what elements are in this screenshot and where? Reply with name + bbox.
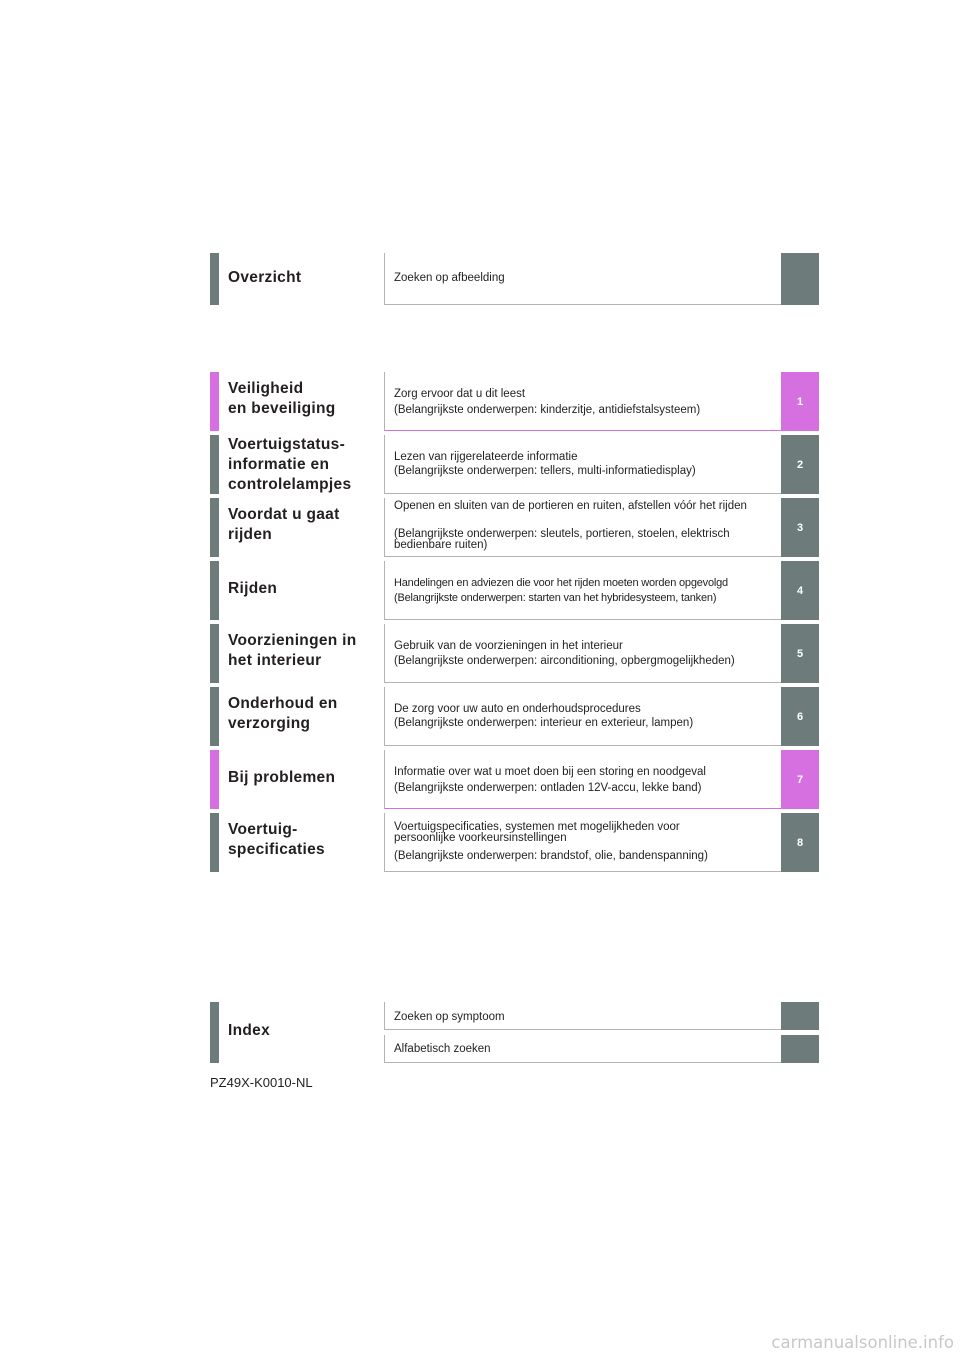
index-item-label: Zoeken op symptoom xyxy=(394,1011,505,1023)
chapter-description xyxy=(384,813,781,872)
description-line: Lezen van rijgerelateerde informatie xyxy=(394,451,578,463)
chapter-row-8[interactable] xyxy=(210,813,819,872)
section-bar xyxy=(210,435,219,494)
chapter-title-line: informatie en xyxy=(228,456,330,473)
chapter-description xyxy=(384,498,781,557)
chapter-title-line: Bij problemen xyxy=(228,769,336,786)
description-line: Gebruik van de voorzieningen in het interieur xyxy=(394,640,623,652)
chapter-tab[interactable]: 8 xyxy=(781,813,819,872)
chapter-title-line: verzorging xyxy=(228,715,311,732)
chapter-row-4[interactable] xyxy=(210,561,819,620)
section-bar xyxy=(210,687,219,746)
chapter-description xyxy=(384,624,781,683)
section-description xyxy=(384,253,781,305)
chapter-description xyxy=(384,435,781,494)
description-topics: (Belangrijkste onderwerpen: sleutels, portieren, stoelen, elektrisch bedienbare ruiten) xyxy=(394,528,730,551)
chapter-tab[interactable]: 1 xyxy=(781,372,819,431)
chapter-title xyxy=(228,379,378,419)
chapter-description xyxy=(384,687,781,746)
section-title: Overzicht xyxy=(228,269,302,286)
section-title: Index xyxy=(228,1022,270,1039)
chapter-title-line: Onderhoud en xyxy=(228,695,338,712)
index-row xyxy=(210,1002,819,1063)
description-topics: (Belangrijkste onderwerpen: kinderzitje, antidiefstalsysteem) xyxy=(394,404,701,416)
chapter-tab[interactable]: 7 xyxy=(781,750,819,809)
index-item-symptom[interactable] xyxy=(384,1002,781,1030)
chapter-description xyxy=(384,561,781,620)
description-topics: (Belangrijkste onderwerpen: airconditioning, opbergmogelijkheden) xyxy=(394,655,735,667)
chapter-title xyxy=(228,631,378,671)
chapter-title-line: controlelampjes xyxy=(228,476,352,493)
chapter-title-line: en beveiliging xyxy=(228,400,336,417)
description-line: Zoeken op afbeelding xyxy=(394,272,505,284)
description-topics: (Belangrijkste onderwerpen: starten van het hybridesysteem, tanken) xyxy=(394,592,717,604)
overview-row[interactable] xyxy=(210,253,819,305)
section-bar xyxy=(210,561,219,620)
description-line: Openen en sluiten van de portieren en ruiten, afstellen vóór het rijden xyxy=(394,500,747,512)
section-tab[interactable] xyxy=(781,253,819,305)
description-topics: (Belangrijkste onderwerpen: tellers, multi-informatiedisplay) xyxy=(394,465,696,477)
index-item-label: Alfabetisch zoeken xyxy=(394,1043,491,1055)
section-bar xyxy=(210,372,219,431)
index-tab-alphabetical[interactable] xyxy=(781,1035,819,1063)
chapter-title xyxy=(228,435,378,495)
chapter-title-line: Rijden xyxy=(228,580,278,597)
section-bar xyxy=(210,750,219,809)
chapter-row-2[interactable] xyxy=(210,435,819,494)
document-code: PZ49X-K0010-NL xyxy=(210,1075,313,1090)
chapter-title-line: specificaties xyxy=(228,841,325,858)
section-bar xyxy=(210,253,219,305)
chapter-tab[interactable]: 5 xyxy=(781,624,819,683)
description-topics: (Belangrijkste onderwerpen: ontladen 12V-accu, lekke band) xyxy=(394,782,702,794)
chapter-row-1[interactable] xyxy=(210,372,819,431)
chapter-tab[interactable]: 3 xyxy=(781,498,819,557)
chapter-title xyxy=(228,694,378,734)
description-line: Voertuigspecificaties, systemen met mogelijkheden voor persoonlijke voorkeursinstellingen xyxy=(394,821,680,844)
chapter-description xyxy=(384,750,781,809)
chapter-description xyxy=(384,372,781,431)
description-topics: (Belangrijkste onderwerpen: interieur en exterieur, lampen) xyxy=(394,717,694,729)
index-tab-symptom[interactable] xyxy=(781,1002,819,1030)
description-line: Zorg ervoor dat u dit leest xyxy=(394,388,526,400)
chapter-title-line: Voertuigstatus- xyxy=(228,436,346,453)
description-line: De zorg voor uw auto en onderhoudsprocedures xyxy=(394,703,641,715)
index-item-alphabetical[interactable] xyxy=(384,1035,781,1063)
chapter-title xyxy=(228,768,378,788)
chapter-row-5[interactable] xyxy=(210,624,819,683)
chapter-title-line: Voorzieningen in xyxy=(228,632,357,649)
chapter-title xyxy=(228,505,378,545)
section-bar xyxy=(210,624,219,683)
chapter-title-line: Voertuig- xyxy=(228,821,298,838)
chapter-row-7[interactable] xyxy=(210,750,819,809)
chapter-title-line: het interieur xyxy=(228,652,322,669)
chapter-title xyxy=(228,820,378,860)
chapter-title-line: Veiligheid xyxy=(228,380,304,397)
chapter-tab[interactable]: 6 xyxy=(781,687,819,746)
description-line: Informatie over wat u moet doen bij een storing en noodgeval xyxy=(394,766,706,778)
chapter-title-line: Voordat u gaat xyxy=(228,506,340,523)
chapter-title-line: rijden xyxy=(228,526,273,543)
description-line: Handelingen en adviezen die voor het rijden moeten worden opgevolgd xyxy=(394,577,728,589)
chapter-tab[interactable]: 2 xyxy=(781,435,819,494)
chapter-tab[interactable]: 4 xyxy=(781,561,819,620)
section-bar xyxy=(210,1002,219,1063)
watermark: carmanualsonline.info xyxy=(771,1333,954,1352)
chapter-row-3[interactable] xyxy=(210,498,819,557)
chapter-title xyxy=(228,579,378,599)
chapter-row-6[interactable] xyxy=(210,687,819,746)
description-topics: (Belangrijkste onderwerpen: brandstof, olie, bandenspanning) xyxy=(394,850,708,862)
section-bar xyxy=(210,813,219,872)
section-bar xyxy=(210,498,219,557)
